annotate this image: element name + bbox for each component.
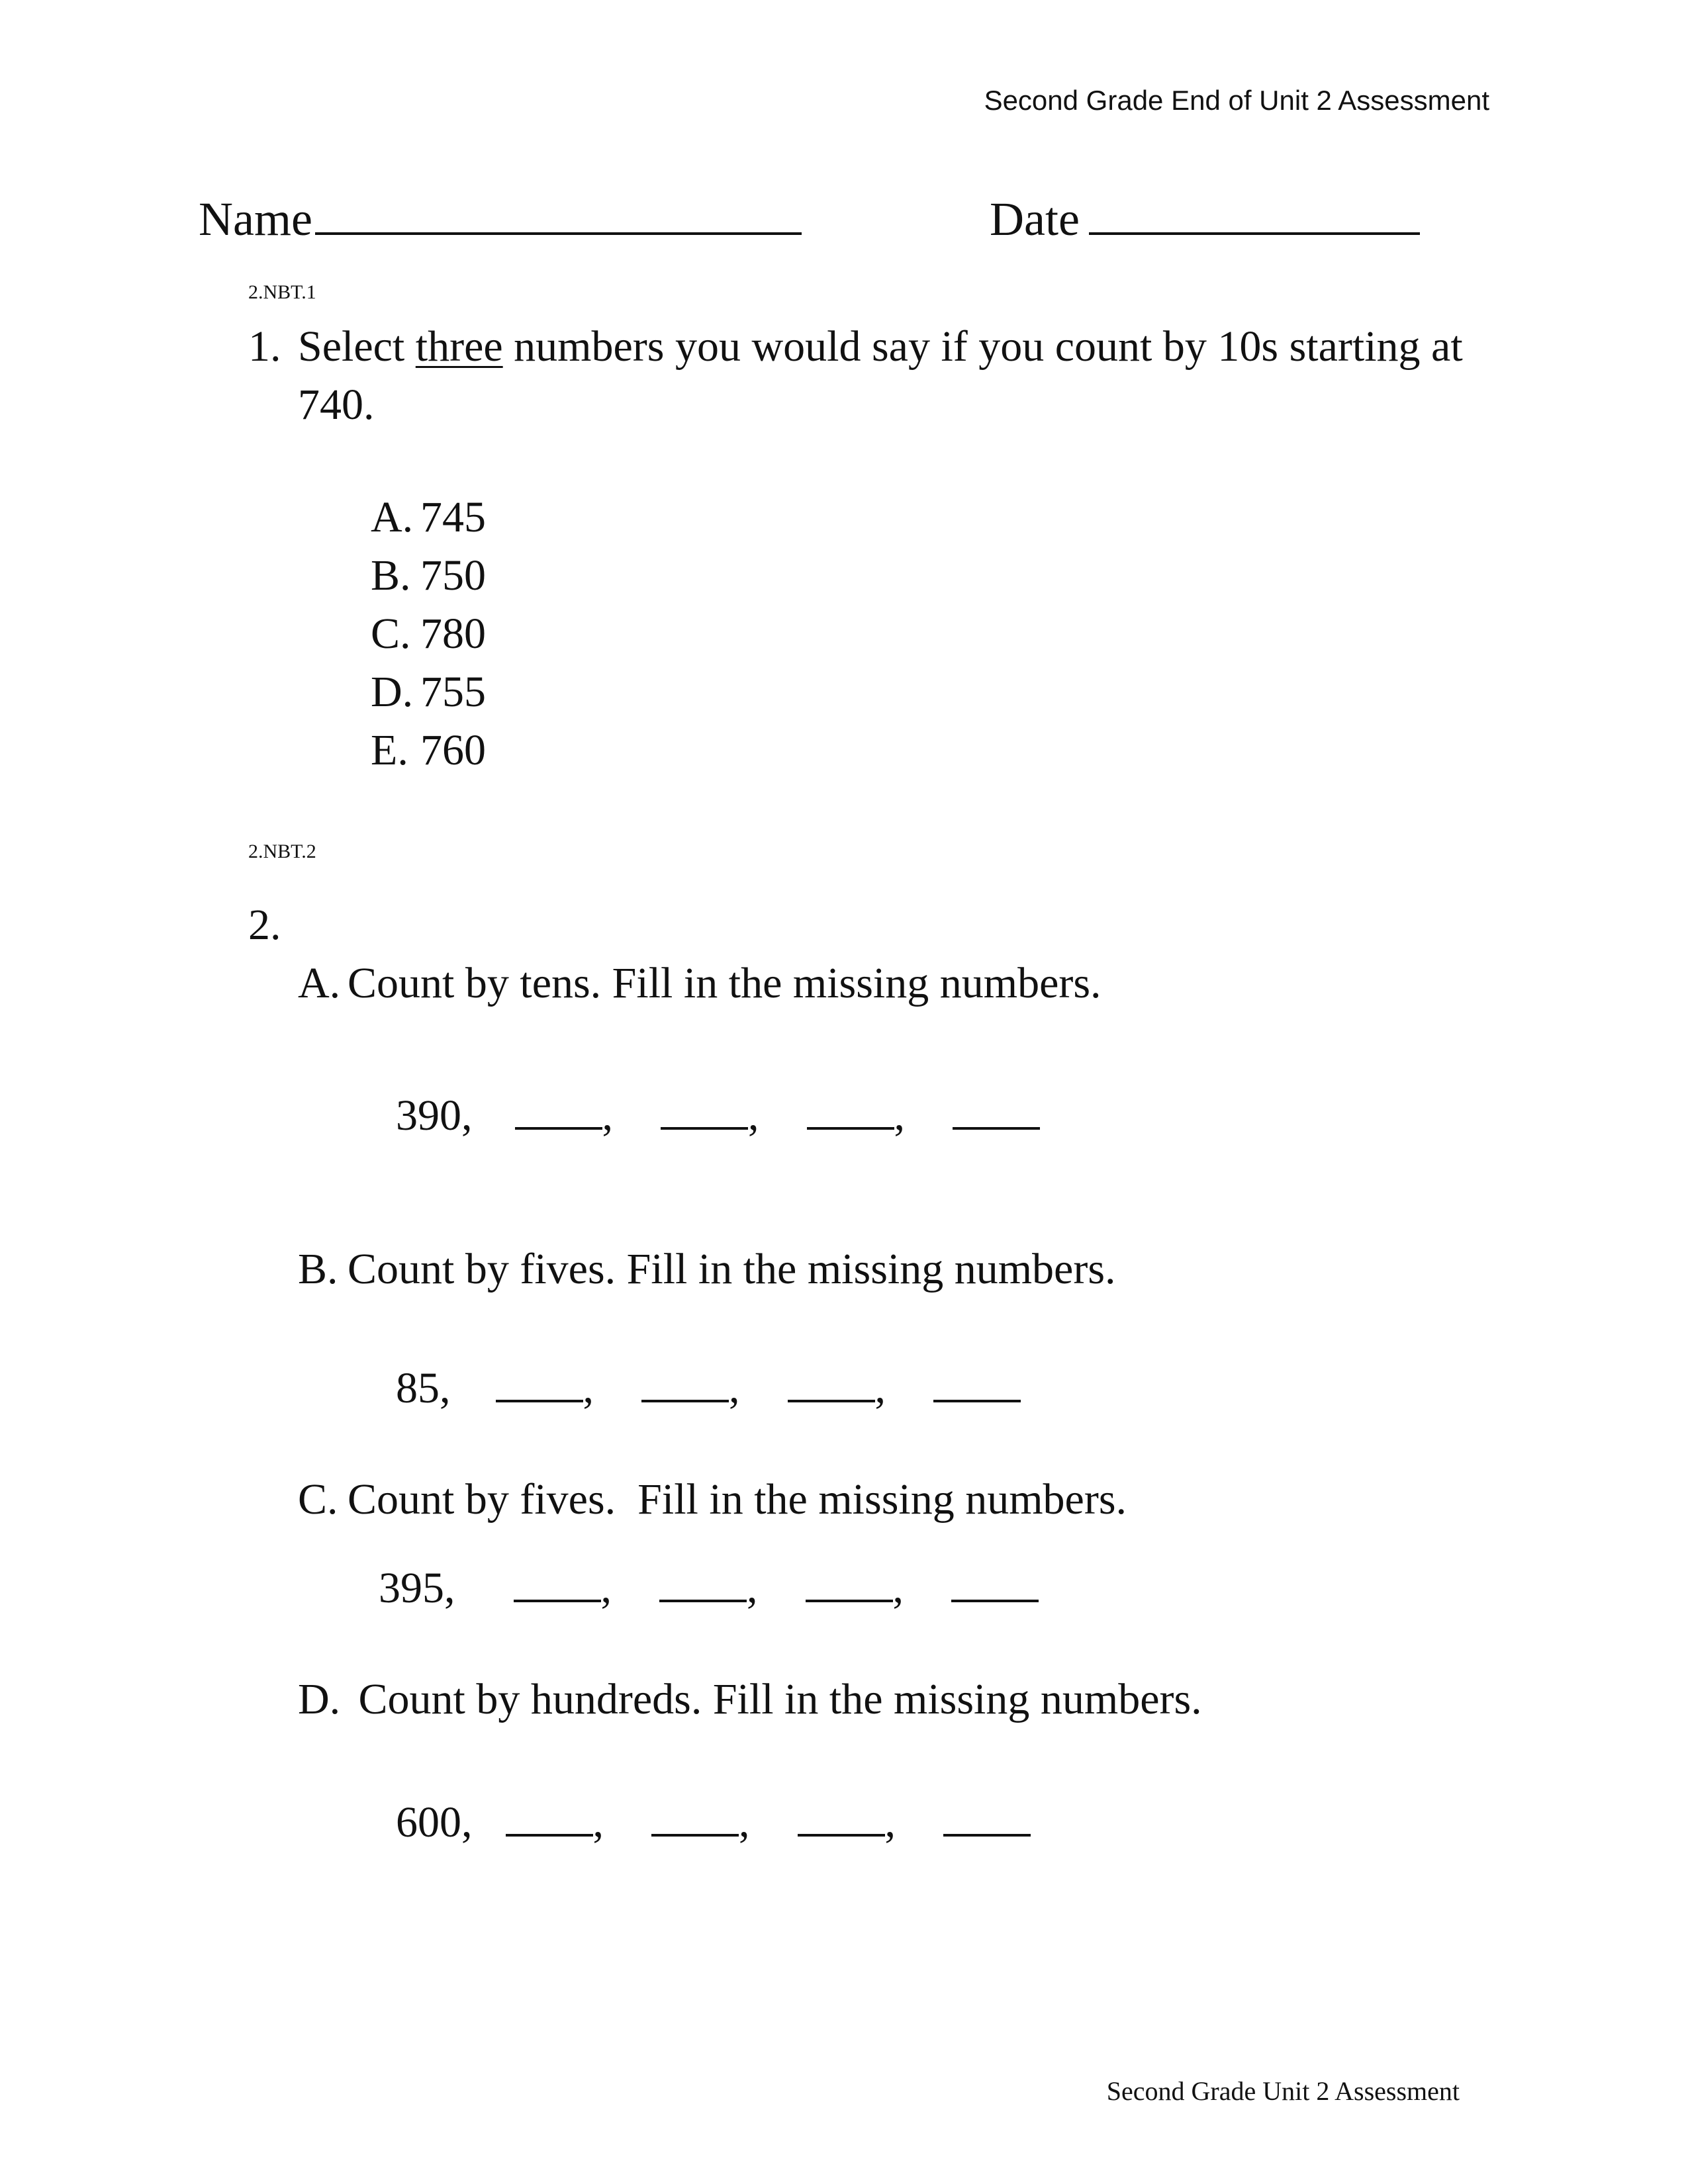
page-footer: Second Grade Unit 2 Assessment [1106,2076,1460,2106]
question2-number: 2. [248,901,281,949]
comma: , [600,1564,612,1612]
option-c[interactable] [371,605,486,663]
answer-blank[interactable] [951,1567,1039,1602]
option-letter: C. [371,610,411,658]
option-a[interactable] [371,488,486,547]
answer-blank[interactable] [496,1367,583,1402]
name-field [199,192,802,247]
comma: , [729,1364,740,1412]
answer-blank[interactable] [788,1367,875,1402]
answer-blank[interactable] [807,1094,894,1130]
answer-blank[interactable] [806,1567,893,1602]
answer-blank[interactable] [659,1567,747,1602]
option-b[interactable] [371,547,486,605]
answer-blank[interactable] [943,1801,1031,1837]
part-text: Count by fives. Fill in the missing numbers. [348,1245,1116,1293]
sequence-start: 390, [396,1091,473,1140]
comma: , [874,1364,886,1412]
question2-part-a [298,958,1102,1009]
name-label: Name [199,193,312,246]
question1-text-after: numbers you would say if you count by 10s starting at 740. [298,322,1463,429]
question1-text [298,318,1493,434]
comma: , [739,1798,750,1846]
part-letter: C. [298,1475,338,1524]
comma: , [747,1564,758,1612]
sequence-start: 600, [396,1798,473,1846]
sequence-a [396,1091,1040,1141]
date-label: Date [990,193,1080,246]
answer-blank[interactable] [661,1094,748,1130]
comma: , [892,1564,904,1612]
answer-blank[interactable] [798,1801,885,1837]
comma: , [748,1091,759,1140]
part-letter: D. [298,1675,341,1723]
answer-blank[interactable] [651,1801,739,1837]
answer-blank[interactable] [515,1094,602,1130]
part-text: Count by tens. Fill in the missing numbers. [348,959,1102,1007]
question2-part-d [298,1674,1202,1725]
sequence-b [396,1363,1021,1414]
question1 [248,318,1493,434]
question2-standard: 2.NBT.2 [248,841,316,862]
question2-part-b [298,1244,1116,1295]
part-text: Count by hundreds. Fill in the missing numbers. [348,1675,1202,1723]
comma: , [592,1798,604,1846]
question2-part-c [298,1475,1127,1525]
comma: , [894,1091,905,1140]
option-letter: D. [371,668,414,716]
option-d[interactable] [371,663,486,721]
answer-blank[interactable] [506,1801,593,1837]
option-value: 780 [420,610,486,658]
part-letter: A. [298,959,341,1007]
part-text: Count by fives. Fill in the missing numbers. [348,1475,1127,1524]
option-value: 755 [420,668,486,716]
question1-number: 1. [248,322,281,371]
option-letter: B. [371,551,411,600]
question1-emphasis: three [415,322,503,371]
date-blank[interactable] [1089,198,1420,235]
sequence-d [396,1797,1031,1848]
option-value: 745 [420,493,486,541]
comma: , [884,1798,896,1846]
option-letter: A. [371,493,414,541]
option-e[interactable] [371,721,486,780]
answer-blank[interactable] [641,1367,729,1402]
comma: , [583,1364,594,1412]
answer-blank[interactable] [953,1094,1040,1130]
question1-text-before: Select [298,322,416,371]
option-value: 750 [420,551,486,600]
page-header: Second Grade End of Unit 2 Assessment [984,85,1489,116]
comma: , [602,1091,613,1140]
option-letter: E. [371,726,408,774]
answer-blank[interactable] [933,1367,1021,1402]
question1-standard: 2.NBT.1 [248,281,316,303]
date-field [990,192,1420,247]
sequence-c [379,1563,1039,1614]
question1-options [371,488,486,780]
name-blank[interactable] [315,198,802,235]
answer-blank[interactable] [514,1567,601,1602]
sequence-start: 395, [379,1564,455,1612]
part-letter: B. [298,1245,338,1293]
sequence-start: 85, [396,1364,451,1412]
option-value: 760 [420,726,486,774]
